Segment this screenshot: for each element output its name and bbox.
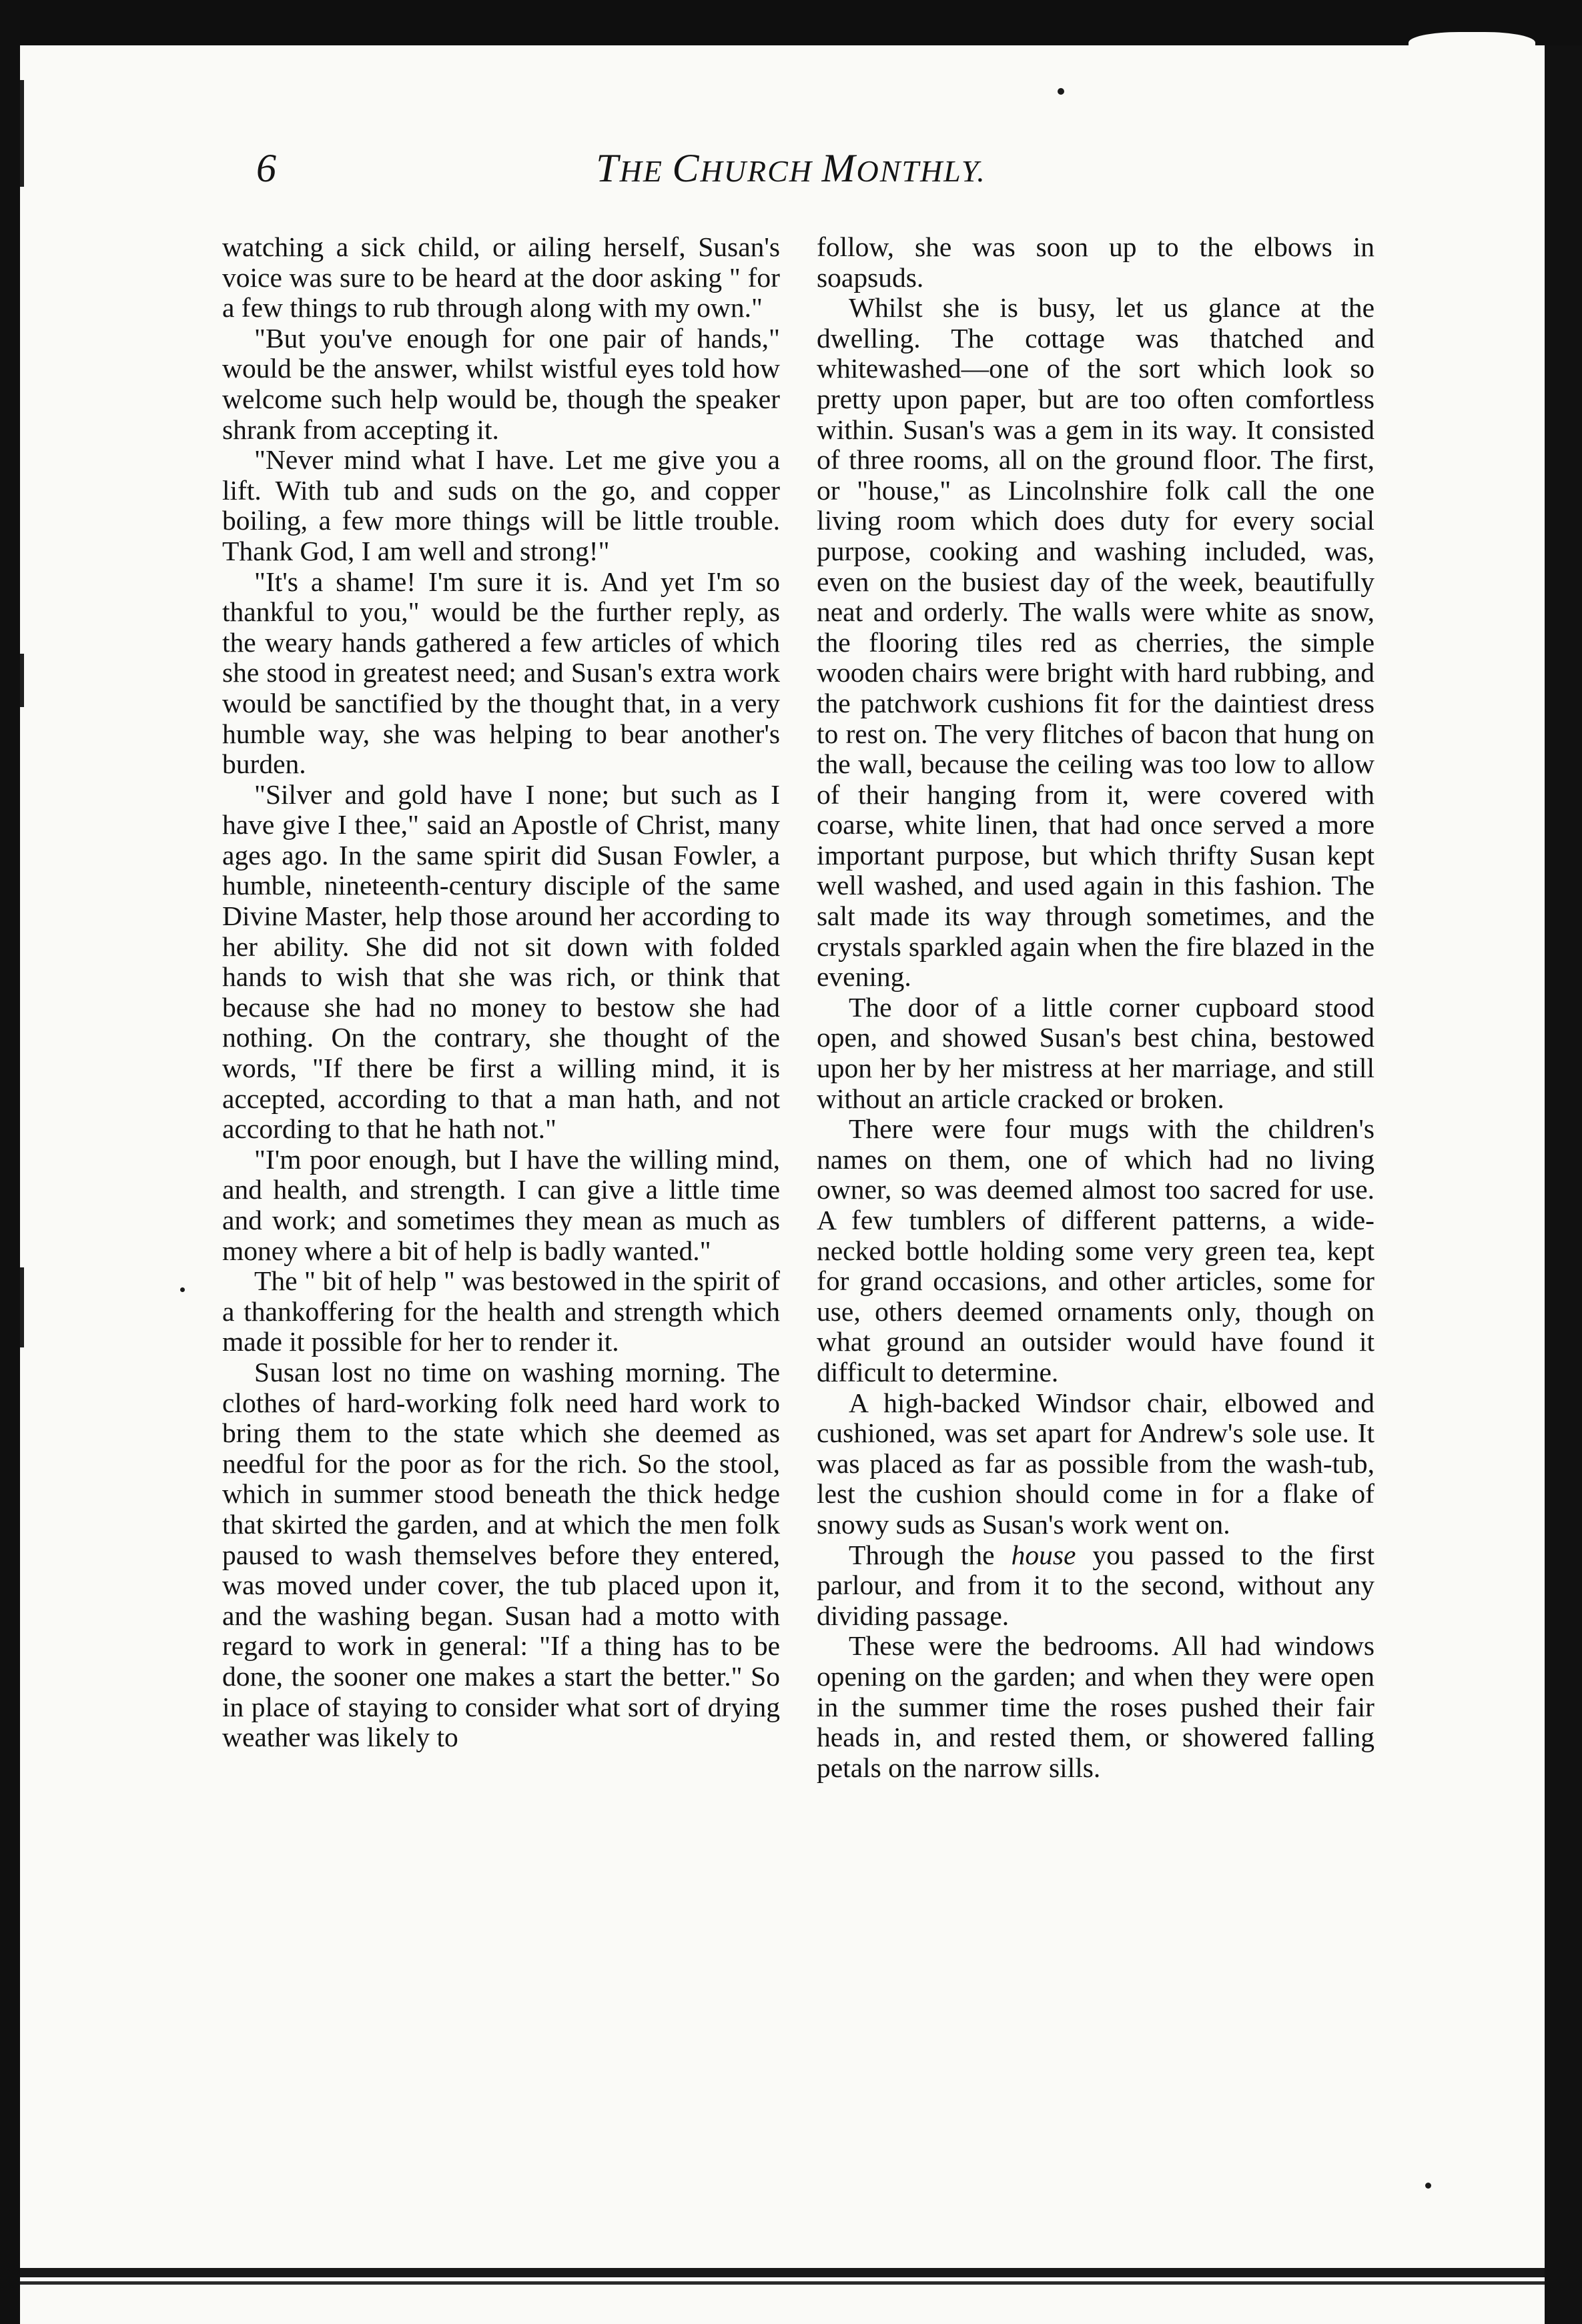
italic-word: house <box>1011 1539 1076 1570</box>
paragraph: Whilst she is busy, let us glance at the dwelling. The cottage was thatched and whitewashed—one of the sort which look so pretty upon paper, but are too often comfortless within. Susan's was a gem in its way. It consisted of three rooms, all on the ground floor. The first, or "house," as Lincolnshire folk call the one living room which does duty for every social purpose, cooking and washing included, was, even on the busiest day of the week, beautifully neat and orderly. The walls were white as snow, the flooring tiles red as cherries, the simple wooden chairs were bright with hard rubbing, and the patchwork cushions fit for the daintiest dress to rest on. The very flitches of bacon that hung on the wall, because the ceiling was too low to allow of their hanging from it, were covered with coarse, white linen, that had once served a more important purpose, but which thrifty Susan kept well washed, and used again in this fashion. The salt made its way through sometimes, and the crystals sparkled again when the fire blazed in the evening. <box>817 292 1374 993</box>
ink-speck <box>1058 88 1064 95</box>
scan-top-tear <box>1409 32 1535 59</box>
paragraph: "But you've enough for one pair of hands," would be the answer, whilst wistful eyes told how welcome such help would be, though the speaker shrank from accepting it. <box>222 322 780 445</box>
running-title-part: C <box>672 146 701 190</box>
ink-speck <box>1425 2183 1431 2189</box>
scan-top-border <box>20 0 1582 45</box>
scan-left-speck <box>20 1267 24 1347</box>
right-column <box>817 232 1374 1783</box>
paragraph: watching a sick child, or ailing herself, Susan's voice was sure to be heard at the door asking " for a few things to rub through along with my own." <box>222 231 780 324</box>
running-title-part: HE <box>619 154 673 188</box>
paragraph: follow, she was soon up to the elbows in soapsuds. <box>817 231 1374 293</box>
page-number: 6 <box>256 146 276 190</box>
running-title-part: T <box>596 146 620 190</box>
paragraph: "It's a shame! I'm sure it is. And yet I'm so thankful to you," would be the further reply, as the weary hands gathered a few articles of which she stood in greatest need; and Susan's extra work would be sanctified by the thought that, in a very humble way, she was helping to bear another's burden. <box>222 566 780 780</box>
scan-left-border <box>0 0 20 2324</box>
left-column <box>222 232 780 1753</box>
paragraph: Susan lost no time on washing morning. The clothes of hard-working folk need hard work to bring them to the state which she deemed as needful for the poor as for the rich. So the stool, which in summer stood beneath the thick hedge that skirted the garden, and at which the men folk paused to wash themselves before they entered, was moved under cover, the tub placed upon it, and the washing began. Susan had a motto with regard to work in general: "If a thing has to be done, the sooner one makes a start the better." So in place of staying to consider what sort of drying weather was likely to <box>222 1356 780 1753</box>
paragraph: "Silver and gold have I none; but such as I have give I thee," said an Apostle of Christ, many ages ago. In the same spirit did Susan Fowler, a humble, nineteenth-century disciple of the same Divine Master, help those around her according to her ability. She did not sit down with folded hands to wish that she was rich, or think that because she had no money to bestow she had nothing. On the contrary, she thought of the words, "If there be first a willing mind, it is accepted, according to that a man hath, and not according to that he hath not." <box>222 778 780 1145</box>
running-title-part: HURCH <box>700 154 822 188</box>
paragraph-with-italic <box>817 1540 1374 1632</box>
text-run: you passed to the first parlour, and from it to the second, without any dividing passage. <box>817 1539 1374 1631</box>
running-title-part: ONTHLY. <box>856 154 986 188</box>
text-run: Through the <box>849 1539 1012 1570</box>
scan-bottom-border <box>20 2268 1545 2277</box>
paragraph: A high-backed Windsor chair, elbowed and cushioned, was set apart for Andrew's sole use. It was placed as far as possible from the wash-tub, lest the cushion should come in for a flake of snowy suds as Susan's work went on. <box>817 1387 1374 1540</box>
paragraph: There were four mugs with the children's names on them, one of which had no living owner, so was deemed almost too sacred for use. A few tumblers of different patterns, a wide-necked bottle holding some very green tea, kept for grand occasions, and other articles, some for use, others deemed ornaments only, though on what ground an outsider would have found it difficult to determine. <box>817 1113 1374 1387</box>
scan-left-speck <box>20 654 24 707</box>
paragraph: The door of a little corner cupboard stood open, and showed Susan's best china, bestowed upon her by her mistress at her marriage, and still without an article cracked or broken. <box>817 991 1374 1114</box>
ink-speck <box>180 1287 185 1292</box>
paragraph: The " bit of help " was bestowed in the spirit of a thankoffering for the health and strength which made it possible for her to render it. <box>222 1265 780 1357</box>
paragraph: These were the bedrooms. All had windows opening on the garden; and when they were open in the summer time the roses pushed their fair heads in, and rested them, or showered falling petals on the narrow sills. <box>817 1630 1374 1783</box>
paragraph: "Never mind what I have. Let me give you a lift. With tub and suds on the go, and copper boiling, a few more things will be little trouble. Thank God, I am well and strong!" <box>222 444 780 566</box>
scan-right-border <box>1545 45 1582 2324</box>
scan-bottom-rule <box>20 2281 1545 2285</box>
running-title-part: M <box>821 146 857 190</box>
paragraph: "I'm poor enough, but I have the willing mind, and health, and strength. I can give a little time and work; and sometimes they mean as much as money where a bit of help is badly wanted." <box>222 1143 780 1266</box>
running-title <box>0 145 1582 191</box>
page-header <box>0 145 1582 205</box>
